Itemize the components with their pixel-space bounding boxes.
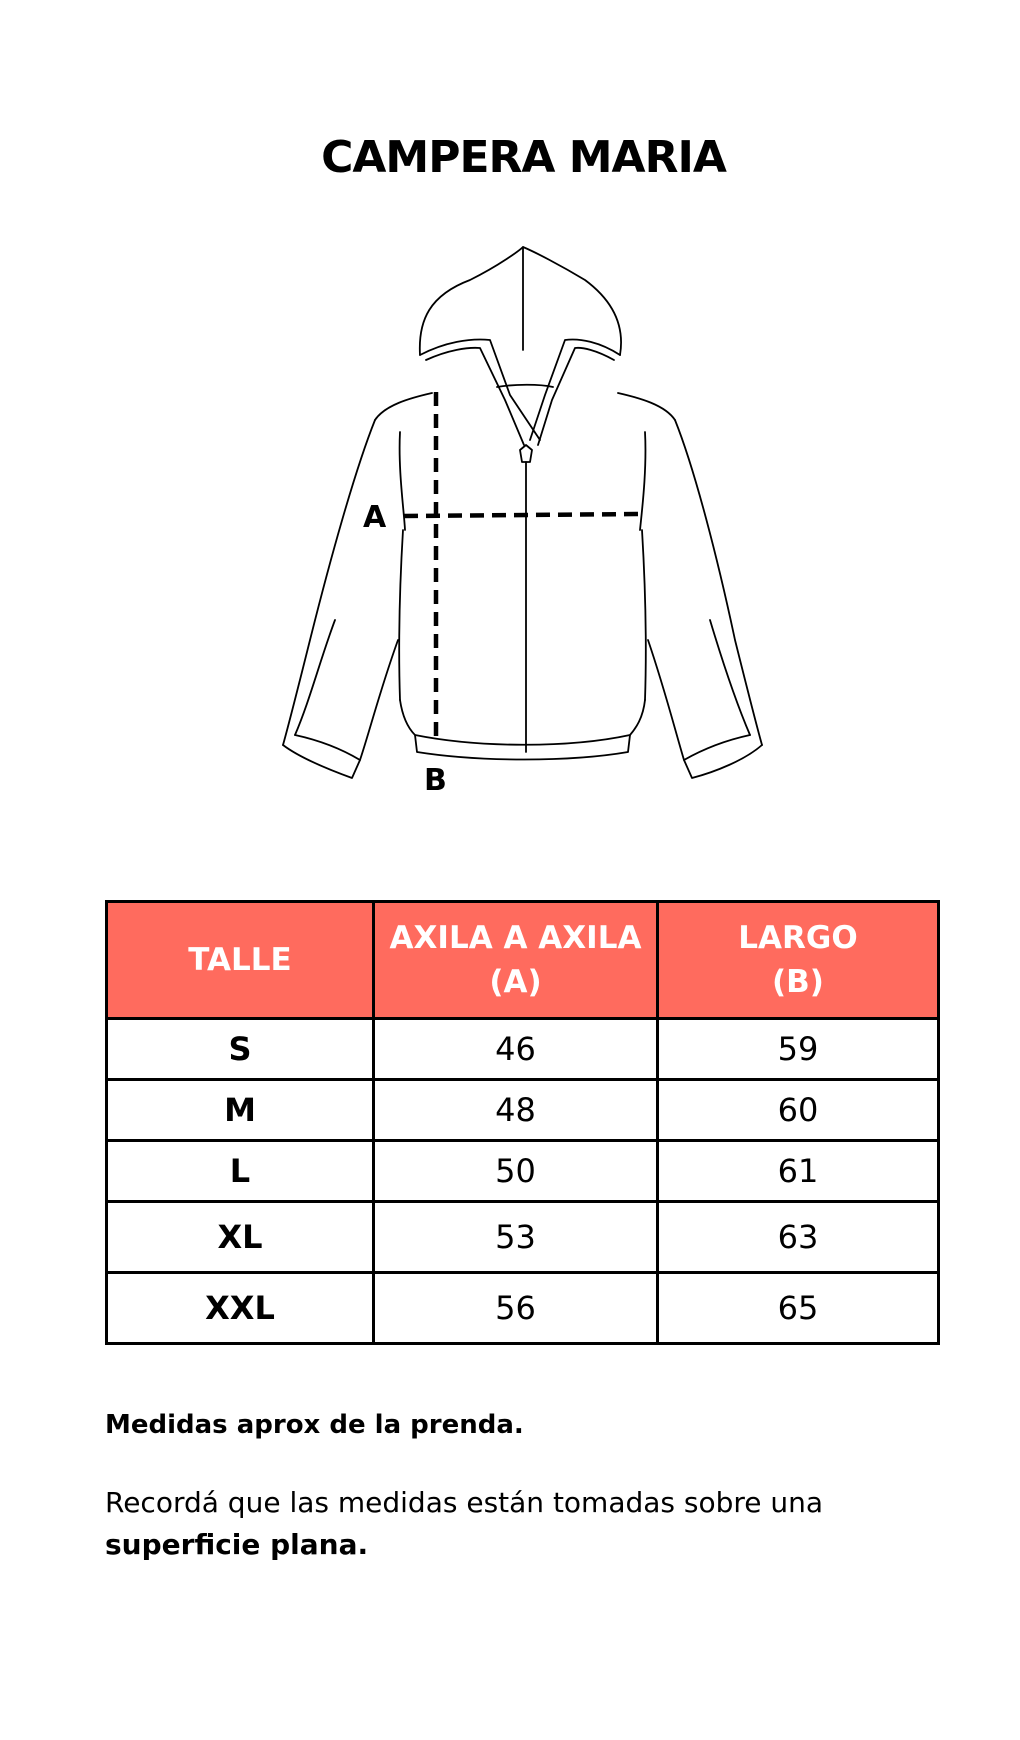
cell-largo: 61 [658,1141,939,1202]
table-row [107,1080,939,1141]
header-largo: LARGO (B) [658,902,939,1019]
measure-label-b: B [424,763,447,798]
cell-axila: 53 [374,1202,658,1273]
hoodie-jacket-icon [0,0,1020,820]
cell-axila: 46 [374,1019,658,1080]
table-row [107,1019,939,1080]
cell-largo: 60 [658,1080,939,1141]
cell-talle: XL [107,1202,374,1273]
cell-axila: 50 [374,1141,658,1202]
table-header-row [107,902,939,1019]
header-axila: AXILA A AXILA (A) [374,902,658,1019]
cell-axila: 48 [374,1080,658,1141]
cell-largo: 63 [658,1202,939,1273]
cell-talle: L [107,1141,374,1202]
cell-talle: S [107,1019,374,1080]
page-title: CAMPERA MARIA [321,132,726,183]
table-row [107,1202,939,1273]
cell-largo: 59 [658,1019,939,1080]
size-table [105,900,940,1345]
reminder-note: Recordá que las medidas están tomadas sobre una superficie plana. [105,1486,824,1561]
measure-label-a: A [363,500,387,535]
cell-largo: 65 [658,1273,939,1344]
reminder-bold: superficie plana. [105,1528,369,1561]
cell-talle: M [107,1080,374,1141]
cell-axila: 56 [374,1273,658,1344]
header-talle: TALLE [107,902,374,1019]
table-row [107,1141,939,1202]
approx-note: Medidas aprox de la prenda. [105,1410,524,1440]
cell-talle: XXL [107,1273,374,1344]
table-row [107,1273,939,1344]
